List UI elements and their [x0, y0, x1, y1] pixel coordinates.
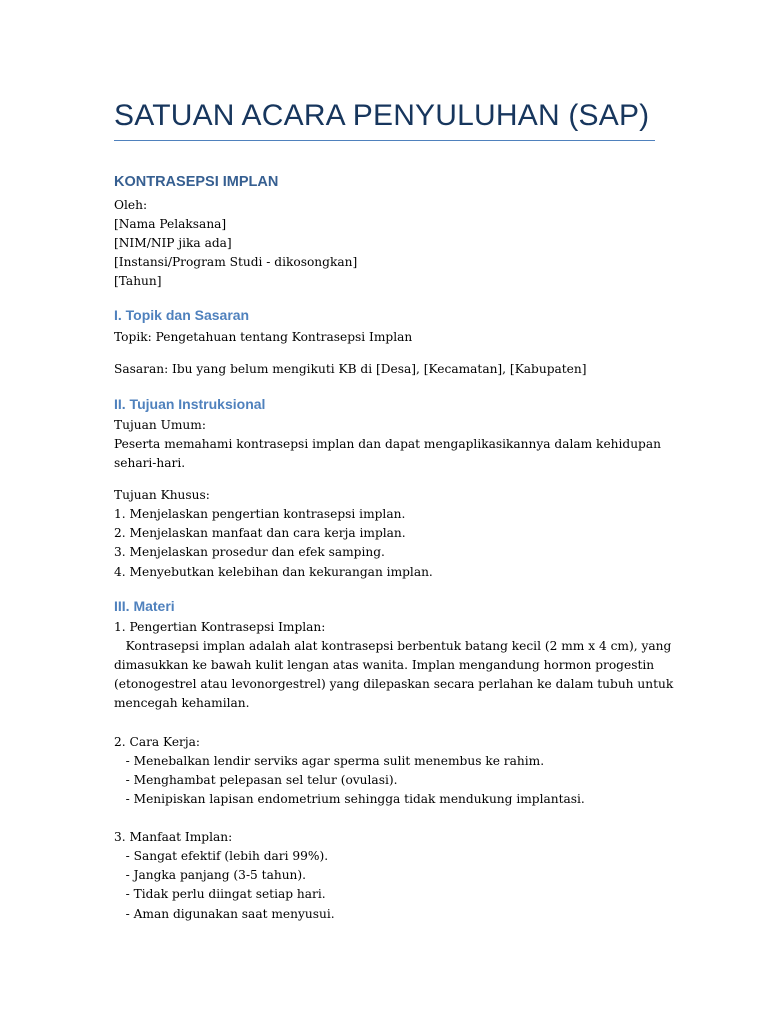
section-heading-topik: I. Topik dan Sasaran	[114, 307, 250, 323]
tujuan-khusus-label: Tujuan Khusus:	[114, 488, 210, 502]
materi-cara-kerja-label: 2. Cara Kerja:	[114, 735, 201, 749]
author-label: Oleh:	[114, 198, 148, 212]
tujuan-umum-text-line: sehari-hari.	[114, 456, 186, 470]
author-nim: [NIM/NIP jika ada]	[114, 236, 232, 250]
document-subtitle: KONTRASEPSI IMPLAN	[114, 174, 279, 190]
tujuan-khusus-item: 2. Menjelaskan manfaat dan cara kerja implan.	[114, 526, 406, 540]
tujuan-umum-text-line: Peserta memahami kontrasepsi implan dan dapat mengaplikasikannya dalam kehidupan	[114, 437, 661, 451]
document-title: SATUAN ACARA PENYULUHAN (SAP)	[114, 99, 650, 132]
materi-pengertian-line: Kontrasepsi implan adalah alat kontrasepsi berbentuk batang kecil (2 mm x 4 cm), yang	[114, 639, 672, 653]
materi-cara-kerja-item: - Menebalkan lendir serviks agar sperma sulit menembus ke rahim.	[114, 754, 545, 768]
materi-pengertian-label: 1. Pengertian Kontrasepsi Implan:	[114, 620, 326, 634]
tujuan-khusus-item: 3. Menjelaskan prosedur dan efek samping.	[114, 545, 385, 559]
tujuan-khusus-item: 4. Menyebutkan kelebihan dan kekurangan implan.	[114, 565, 433, 579]
author-name: [Nama Pelaksana]	[114, 217, 227, 231]
materi-pengertian-line: dimasukkan ke bawah kulit lengan atas wanita. Implan mengandung hormon progestin	[114, 658, 655, 672]
materi-pengertian-line: (etonogestrel atau levonorgestrel) yang dilepaskan secara perlahan ke dalam tubuh untuk	[114, 677, 674, 691]
materi-pengertian-line: mencegah kehamilan.	[114, 696, 250, 710]
materi-manfaat-item: - Aman digunakan saat menyusui.	[114, 907, 335, 921]
section-heading-tujuan: II. Tujuan Instruksional	[114, 396, 266, 412]
materi-manfaat-item: - Tidak perlu diingat setiap hari.	[114, 887, 326, 901]
tujuan-khusus-item: 1. Menjelaskan pengertian kontrasepsi implan.	[114, 507, 406, 521]
sasaran-text: Sasaran: Ibu yang belum mengikuti KB di [Desa], [Kecamatan], [Kabupaten]	[114, 362, 587, 376]
title-underline	[114, 140, 655, 141]
materi-cara-kerja-item: - Menipiskan lapisan endometrium sehingga tidak mendukung implantasi.	[114, 792, 585, 806]
author-institution: [Instansi/Program Studi - dikosongkan]	[114, 255, 358, 269]
materi-manfaat-item: - Sangat efektif (lebih dari 99%).	[114, 849, 329, 863]
author-year: [Tahun]	[114, 274, 162, 288]
section-heading-materi: III. Materi	[114, 598, 175, 614]
materi-cara-kerja-item: - Menghambat pelepasan sel telur (ovulasi).	[114, 773, 398, 787]
topik-text: Topik: Pengetahuan tentang Kontrasepsi Implan	[114, 330, 413, 344]
materi-manfaat-item: - Jangka panjang (3-5 tahun).	[114, 868, 307, 882]
materi-manfaat-label: 3. Manfaat Implan:	[114, 830, 233, 844]
tujuan-umum-label: Tujuan Umum:	[114, 418, 206, 432]
